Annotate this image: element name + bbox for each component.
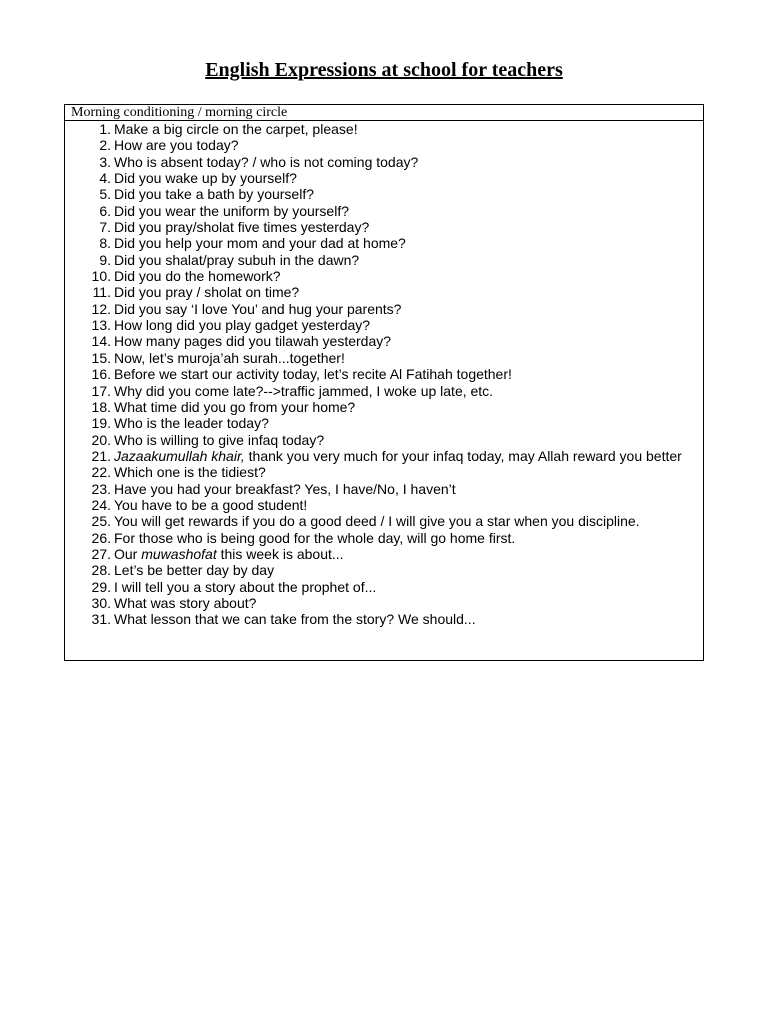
section-header: Morning conditioning / morning circle — [65, 105, 703, 121]
item-text-body: thank you very much for your infaq today, may Allah reward you better — [244, 447, 682, 464]
item-text-body: What lesson that we can take from the story? We should... — [114, 611, 476, 628]
item-number: 27. — [91, 545, 111, 562]
item-text — [114, 530, 695, 546]
item-text — [114, 579, 695, 595]
item-text-body: I will tell you a story about the prophet of... — [114, 578, 377, 595]
item-text-body: How are you today? — [114, 137, 239, 154]
item-number: 20. — [91, 431, 111, 448]
list-item — [65, 219, 695, 235]
item-number: 26. — [91, 529, 111, 546]
item-text-body: Did you wear the uniform by yourself? — [114, 202, 349, 219]
list-item — [65, 481, 695, 497]
item-text — [114, 170, 695, 186]
list-item — [65, 366, 695, 382]
item-text — [114, 513, 695, 529]
item-number: 23. — [91, 480, 111, 497]
list-item — [65, 497, 695, 513]
item-text-body: Make a big circle on the carpet, please! — [114, 121, 358, 137]
item-text — [114, 317, 695, 333]
item-text-body: For those who is being good for the whole day, will go home first. — [114, 529, 516, 546]
expressions-table — [64, 104, 704, 661]
list-item — [65, 203, 695, 219]
list-item — [65, 235, 695, 251]
item-text — [114, 432, 695, 448]
list-item — [65, 252, 695, 268]
list-item — [65, 333, 695, 349]
item-number: 18. — [91, 398, 111, 415]
item-text-body: Did you help your mom and your dad at home? — [114, 235, 406, 252]
item-number: 8. — [99, 235, 111, 252]
item-text-body: Did you do the homework? — [114, 268, 281, 285]
item-text — [114, 350, 695, 366]
item-text — [114, 481, 695, 497]
document-title: English Expressions at school for teachers — [205, 59, 563, 81]
item-text-body: Before we start our activity today, let’s recite Al Fatihah together! — [114, 366, 512, 383]
item-text-body: this week is about... — [216, 545, 344, 562]
list-item — [65, 464, 695, 480]
item-number: 22. — [91, 464, 111, 481]
item-number: 25. — [91, 513, 111, 530]
list-item — [65, 121, 695, 137]
item-text-body: How long did you play gadget yesterday? — [114, 317, 371, 334]
item-text — [114, 154, 695, 170]
item-text — [114, 252, 695, 268]
item-text — [114, 268, 695, 284]
item-number: 4. — [99, 170, 111, 187]
item-number: 2. — [99, 137, 111, 154]
item-number: 9. — [99, 251, 111, 268]
item-italic-text: muwashofat — [141, 545, 217, 562]
item-text-body: Let’s be better day by day — [114, 562, 275, 579]
item-text-body: Who is willing to give infaq today? — [114, 431, 325, 448]
item-text-body: Did you say ‘I love You’ and hug your parents? — [114, 300, 402, 317]
list-item — [65, 595, 695, 611]
item-number: 17. — [91, 382, 111, 399]
list-item — [65, 301, 695, 317]
item-text-body: Did you take a bath by yourself? — [114, 186, 315, 203]
item-text-body: Why did you come late?-->traffic jammed, I woke up late, etc. — [114, 382, 494, 399]
item-text — [114, 203, 695, 219]
item-text — [114, 595, 695, 611]
expressions-list — [65, 121, 703, 628]
item-number: 10. — [91, 268, 111, 285]
list-item — [65, 448, 695, 464]
list-item — [65, 399, 695, 415]
item-number: 30. — [91, 594, 111, 611]
item-text — [114, 186, 695, 202]
item-text — [114, 497, 695, 513]
item-number: 1. — [99, 121, 111, 137]
list-item — [65, 562, 695, 578]
list-item — [65, 317, 695, 333]
item-text-body: Did you pray/sholat five times yesterday? — [114, 219, 370, 236]
list-item — [65, 530, 695, 546]
list-item — [65, 154, 695, 170]
list-item — [65, 350, 695, 366]
item-number: 24. — [91, 496, 111, 513]
item-text — [114, 121, 695, 137]
item-text-body: Who is absent today? / who is not coming today? — [114, 153, 419, 170]
item-text-body: You will get rewards if you do a good deed / I will give you a star when you discipline. — [114, 513, 640, 530]
list-item — [65, 432, 695, 448]
item-number: 13. — [91, 317, 111, 334]
list-item — [65, 415, 695, 431]
item-text — [114, 366, 695, 382]
item-text — [114, 448, 695, 464]
list-item — [65, 579, 695, 595]
item-number: 12. — [91, 300, 111, 317]
list-item — [65, 186, 695, 202]
item-text-body: Did you pray / sholat on time? — [114, 284, 300, 301]
item-text — [114, 611, 695, 627]
list-item — [65, 513, 695, 529]
item-number: 31. — [91, 611, 111, 628]
item-number: 6. — [99, 202, 111, 219]
item-number: 5. — [99, 186, 111, 203]
list-item — [65, 268, 695, 284]
item-number: 21. — [91, 447, 111, 464]
list-item — [65, 170, 695, 186]
item-text — [114, 301, 695, 317]
item-text-body: How many pages did you tilawah yesterday? — [114, 333, 392, 350]
item-number: 19. — [91, 415, 111, 432]
item-number: 3. — [99, 153, 111, 170]
item-text — [114, 546, 695, 562]
list-item — [65, 137, 695, 153]
item-text — [114, 562, 695, 578]
item-number: 29. — [91, 578, 111, 595]
item-text-body: Now, let’s muroja’ah surah...together! — [114, 349, 345, 366]
item-text-body: What was story about? — [114, 594, 257, 611]
list-item — [65, 284, 695, 300]
item-text — [114, 137, 695, 153]
item-number: 14. — [91, 333, 111, 350]
item-italic-text: Jazaakumullah khair, — [114, 447, 245, 464]
item-text-body: Did you wake up by yourself? — [114, 170, 297, 187]
item-text-body: You have to be a good student! — [114, 496, 308, 513]
item-text — [114, 333, 695, 349]
item-text-body: Have you had your breakfast? Yes, I have/No, I haven’t — [114, 480, 456, 497]
item-text-prefix: Our — [114, 545, 142, 562]
item-number: 15. — [91, 349, 111, 366]
item-text-body: Who is the leader today? — [114, 415, 269, 432]
item-number: 16. — [91, 366, 111, 383]
item-text-body: Which one is the tidiest? — [114, 464, 266, 481]
item-text — [114, 415, 695, 431]
item-text-body: Did you shalat/pray subuh in the dawn? — [114, 251, 360, 268]
item-number: 11. — [92, 284, 111, 301]
item-text — [114, 219, 695, 235]
item-text — [114, 235, 695, 251]
list-item — [65, 611, 695, 627]
item-text — [114, 284, 695, 300]
item-text — [114, 464, 695, 480]
item-number: 7. — [99, 219, 111, 236]
item-text-body: What time did you go from your home? — [114, 398, 356, 415]
item-text — [114, 399, 695, 415]
list-item — [65, 383, 695, 399]
item-number: 28. — [91, 562, 111, 579]
list-item — [65, 546, 695, 562]
item-text — [114, 383, 695, 399]
